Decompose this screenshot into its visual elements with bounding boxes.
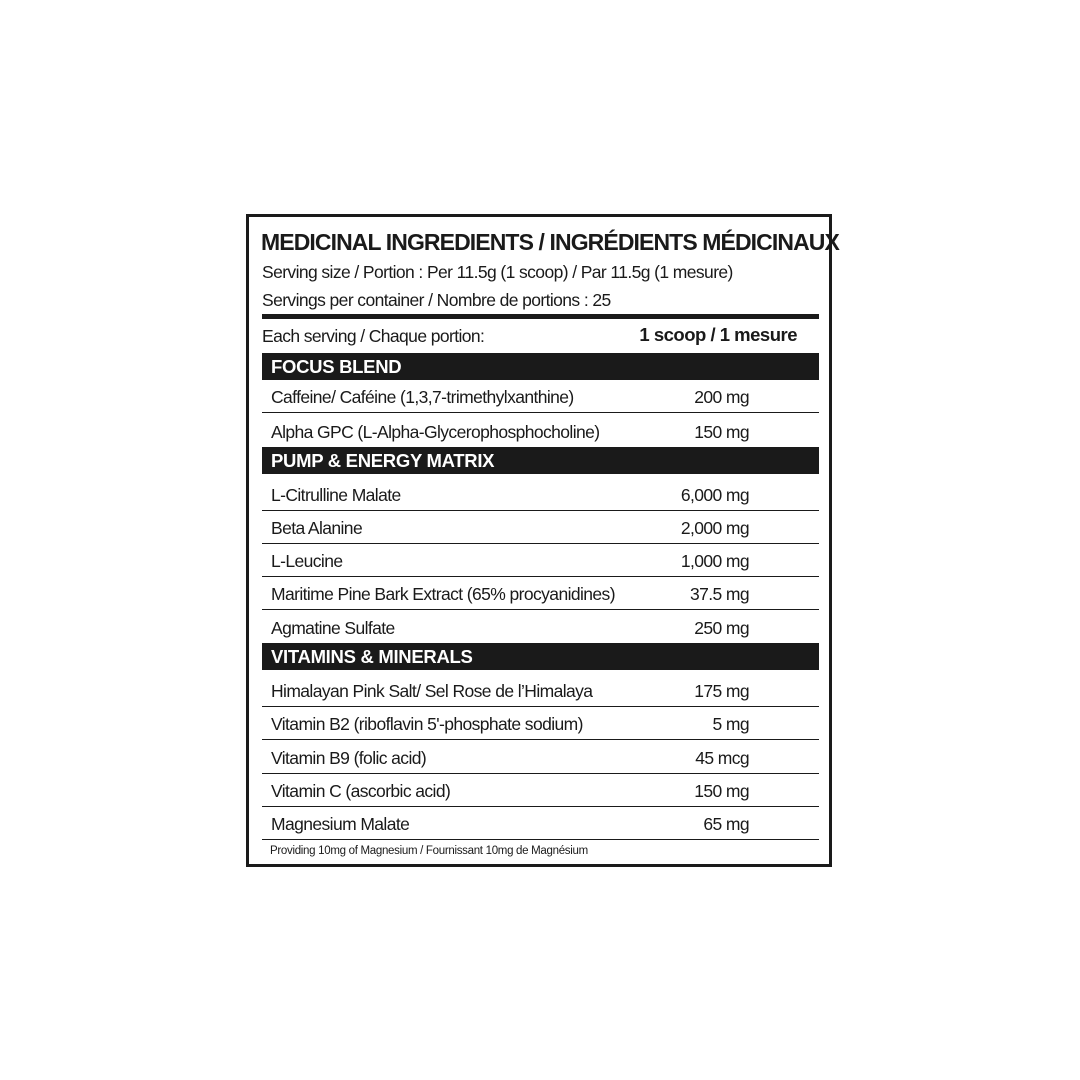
ingredient-amount: 250 mg (694, 618, 749, 638)
label-title: MEDICINAL INGREDIENTS / INGRÉDIENTS MÉDICINAUX (261, 229, 839, 255)
table-row (262, 544, 819, 577)
each-serving-value: 1 scoop / 1 mesure (639, 324, 797, 345)
table-row (262, 807, 819, 840)
ingredient-name: Himalayan Pink Salt/ Sel Rose de l’Himalaya (271, 681, 593, 701)
ingredient-name: Beta Alanine (271, 518, 363, 538)
ingredient-amount: 175 mg (694, 681, 749, 701)
each-serving-label: Each serving / Chaque portion: (262, 326, 485, 346)
ingredient-name: Agmatine Sulfate (271, 618, 395, 638)
ingredient-amount: 65 mg (703, 814, 749, 834)
ingredient-name: Vitamin B2 (riboflavin 5'-phosphate sodium) (271, 714, 583, 734)
ingredient-amount: 1,000 mg (680, 551, 749, 571)
table-row (262, 670, 819, 707)
ingredient-name: L-Citrulline Malate (271, 485, 401, 505)
table-row (262, 707, 819, 740)
servings-per-container: Servings per container / Nombre de portions : 25 (262, 290, 611, 310)
ingredient-name: Vitamin C (ascorbic acid) (271, 781, 451, 801)
ingredient-amount: 200 mg (694, 387, 749, 407)
section-heading-focus-blend: FOCUS BLEND (262, 353, 819, 380)
ingredient-amount: 5 mg (712, 714, 749, 734)
section-heading-pump-energy-matrix: PUMP & ENERGY MATRIX (262, 447, 819, 474)
ingredient-amount: 150 mg (694, 422, 749, 442)
table-row (262, 413, 819, 447)
ingredient-amount: 150 mg (694, 781, 749, 801)
thick-divider (262, 314, 819, 319)
ingredient-amount: 2,000 mg (680, 518, 749, 538)
ingredient-name: Caffeine/ Caféine (1,3,7-trimethylxanthine) (271, 387, 574, 407)
table-row (262, 380, 819, 413)
table-row (262, 740, 819, 774)
table-row (262, 474, 819, 511)
ingredient-name: Magnesium Malate (271, 814, 410, 834)
table-row (262, 511, 819, 544)
ingredient-amount: 6,000 mg (680, 485, 749, 505)
ingredient-amount: 37.5 mg (689, 584, 749, 604)
table-row (262, 774, 819, 807)
footnote: Providing 10mg of Magnesium / Fournissant 10mg de Magnésium (270, 845, 588, 857)
table-row (262, 610, 819, 643)
ingredient-name: Alpha GPC (L-Alpha-Glycerophosphocholine) (271, 422, 600, 442)
ingredient-name: L-Leucine (271, 551, 343, 571)
each-serving-row (262, 321, 819, 351)
ingredient-name: Maritime Pine Bark Extract (65% procyanidines) (271, 584, 615, 604)
ingredients-label (246, 214, 839, 867)
section-heading-vitamins-minerals: VITAMINS & MINERALS (262, 643, 819, 670)
table-row (262, 577, 819, 610)
ingredient-amount: 45 mcg (695, 748, 749, 768)
serving-size: Serving size / Portion : Per 11.5g (1 scoop) / Par 11.5g (1 mesure) (262, 262, 733, 282)
ingredient-name: Vitamin B9 (folic acid) (271, 748, 427, 768)
